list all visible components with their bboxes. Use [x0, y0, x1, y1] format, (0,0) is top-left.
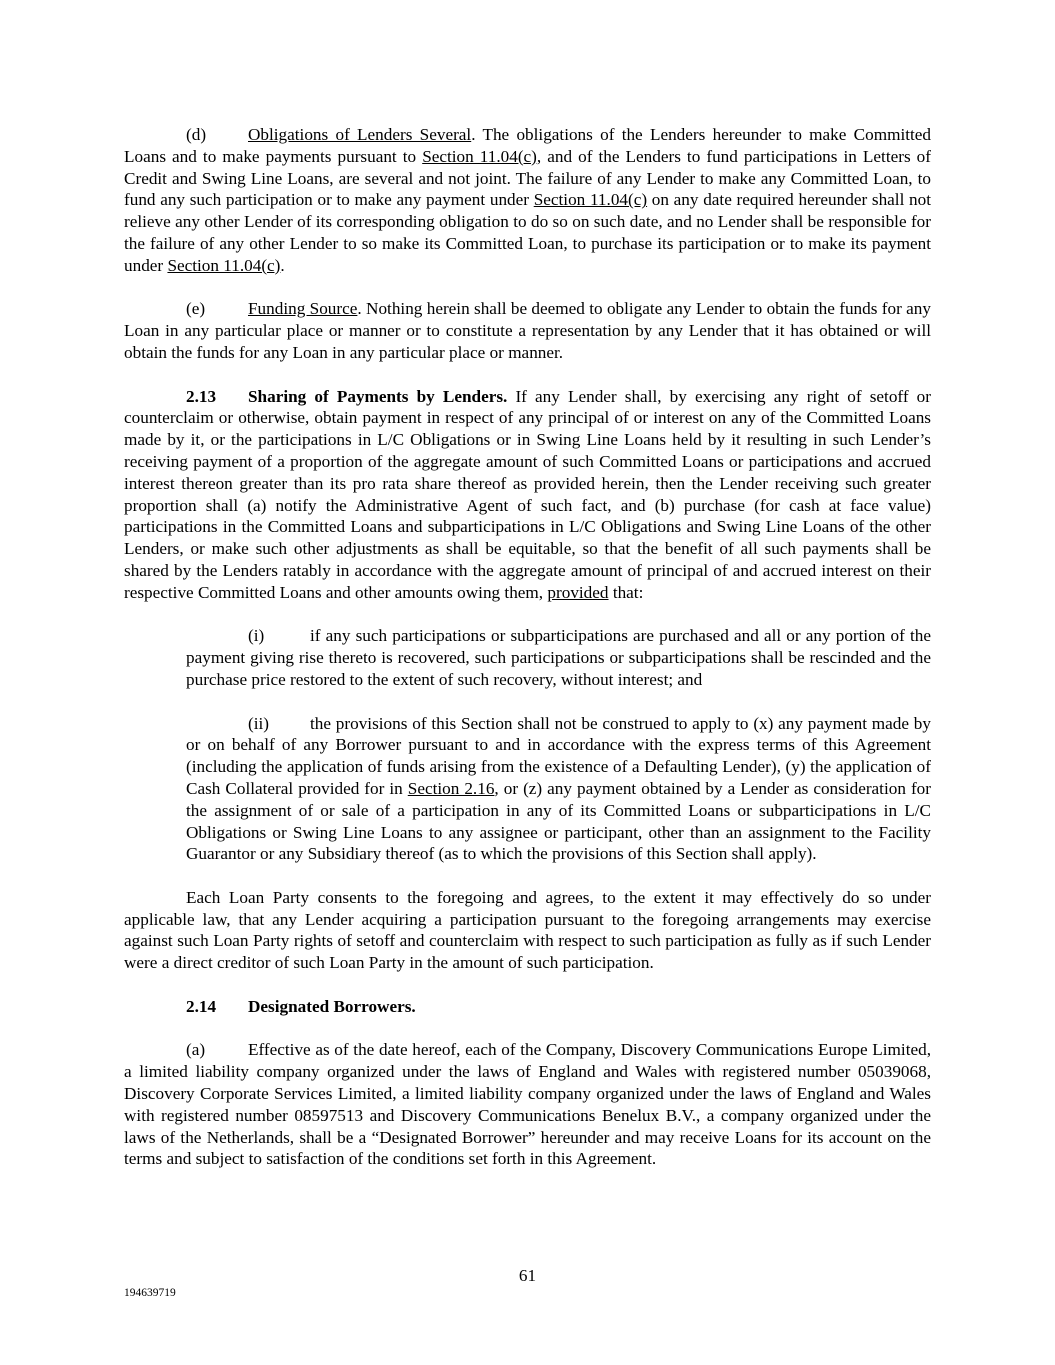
paragraph-2-14-a [124, 1039, 931, 1170]
document-body [124, 124, 931, 1192]
section-ref-11-04c-3: Section 11.04(c) [167, 255, 281, 275]
paragraph-consent-text: Each Loan Party consents to the foregoing and agrees, to the extent it may effectively do so under applicable law, that any Lender acquiring a participation pursuant to the foregoing arrangements may exercise against such Loan Party rights of setoff and counterclaim with respect to such participation as fully as if such Lender were a direct creditor of such Loan Party in the amount of such participation. [124, 887, 931, 973]
item-i-label: (i) [248, 626, 265, 646]
page-number: 61 [518, 1266, 537, 1285]
item-i-text: if any such participations or subparticipations are purchased and all or any portion of the payment giving rise thereto is recovered, such participations or subparticipations shall be rescinded and the purchase price restored to the extent of such recovery, without interest; and [186, 626, 931, 689]
item-ii-label: (ii) [248, 713, 269, 733]
paragraph-e-text: . Nothing herein shall be deemed to obligate any Lender to obtain the funds for any Loan in any particular place or manner or to constitute a representation by any Lender that it has obtained or will obtain the funds for any Loan in any particular place or manner. [124, 299, 931, 362]
item-ii [186, 713, 931, 866]
paragraph-d-text-2: , and of the Lenders to fund participations in Letters of Credit and Swing Line Loans, are several and not joint. The failure of any Lender to make any Committed Loan, to fund any such participation or to make any payment under [124, 146, 931, 210]
paragraph-d-text-3: on any date required hereunder shall not relieve any other Lender of its corresponding obligation to do so on such date, and no Lender shall be responsible for the failure of any other Lender to so make its Committed Loan, to purchase its participation or to make its payment under [124, 190, 932, 275]
paragraph-consent [124, 887, 931, 974]
section-ref-11-04c-2: Section 11.04(c) [533, 190, 648, 210]
item-ii-text-1: the provisions of this Section shall not be construed to apply to (x) any payment made by or on behalf of any Borrower pursuant to and in accordance with the express terms of this Agreement (including the application of funds arising from the existence of a Defaulting Lender), (y) the application of Cash Collateral provided for in [186, 713, 931, 798]
paragraph-d-heading: Obligations of Lenders Several [248, 125, 472, 144]
section-2-14 [124, 996, 931, 1018]
section-2-13-text-2: that: [608, 582, 644, 602]
section-ref-2-16: Section 2.16 [407, 778, 495, 798]
section-2-13 [124, 386, 931, 604]
proviso-provided: provided [547, 582, 609, 602]
document-id: 194639719 [124, 1287, 176, 1299]
section-2-13-title: Sharing of Payments by Lenders. [248, 386, 508, 406]
section-2-13-number: 2.13 [186, 386, 217, 406]
paragraph-e-heading: Funding Source [248, 299, 358, 319]
paragraph-e [124, 298, 931, 363]
item-ii-text-2: , or (z) any payment obtained by a Lender as consideration for the assignment of or sale of a participation in any of its Committed Loans or subparticipations in L/C Obligations or Swing Line Loans to any assignee or participant, other than an assignment to the Facility Guarantor or any Subsidiary thereof (as to which the provisions of this Section shall apply). [186, 778, 931, 864]
paragraph-d-text-4: . [280, 255, 285, 275]
paragraph-2-14-a-text: Effective as of the date hereof, each of the Company, Discovery Communications Europe Limited, a limited liability company organized under the laws of England and Wales with registered number 05039068, Discovery Corporate Services Limited, a limited liability company organized under the laws of England and Wales with registered number 08597513 and Discovery Communications Benelux B.V., a company organized under the laws of the Netherlands, shall be a “Designated Borrower” hereunder and may receive Loans for its account on the terms and subject to satisfaction of the conditions set forth in this Agreement. [124, 1040, 931, 1169]
paragraph-e-label: (e) [186, 299, 206, 319]
section-2-13-text-1: If any Lender shall, by exercising any right of setoff or counterclaim or otherwise, obtain payment in respect of any principal of or interest on any of the Committed Loans made by it, or the participations in L/C Obligations or in Swing Line Loans held by it resulting in such Lender’s receiving payment of a proportion of the aggregate amount of such Committed Loans or participations and accrued interest thereon greater than its pro rata share thereof as provided herein, then the Lender receiving such greater proportion shall (a) notify the Administrative Agent of such fact, and (b) purchase (for cash at face value) participations in the Committed Loans and subparticipations in L/C Obligations and Swing Line Loans of the other Lenders, or make such other adjustments as shall be equitable, so that the benefit of all such payments shall be shared by the Lenders ratably in accordance with the aggregate amount of principal of and accrued interest on their respective Committed Loans and other amounts owing them, [124, 386, 932, 602]
item-i [186, 625, 931, 690]
section-2-14-number: 2.14 [186, 996, 217, 1016]
section-ref-11-04c-1: Section 11.04(c) [422, 146, 537, 166]
section-2-14-title: Designated Borrowers. [248, 996, 416, 1016]
paragraph-d-text-1: . The obligations of the Lenders hereunder to make Committed Loans and to make payments pursuant to [124, 125, 932, 166]
paragraph-d [124, 124, 931, 277]
paragraph-2-14-a-label: (a) [186, 1040, 206, 1060]
paragraph-d-label: (d) [186, 125, 207, 144]
